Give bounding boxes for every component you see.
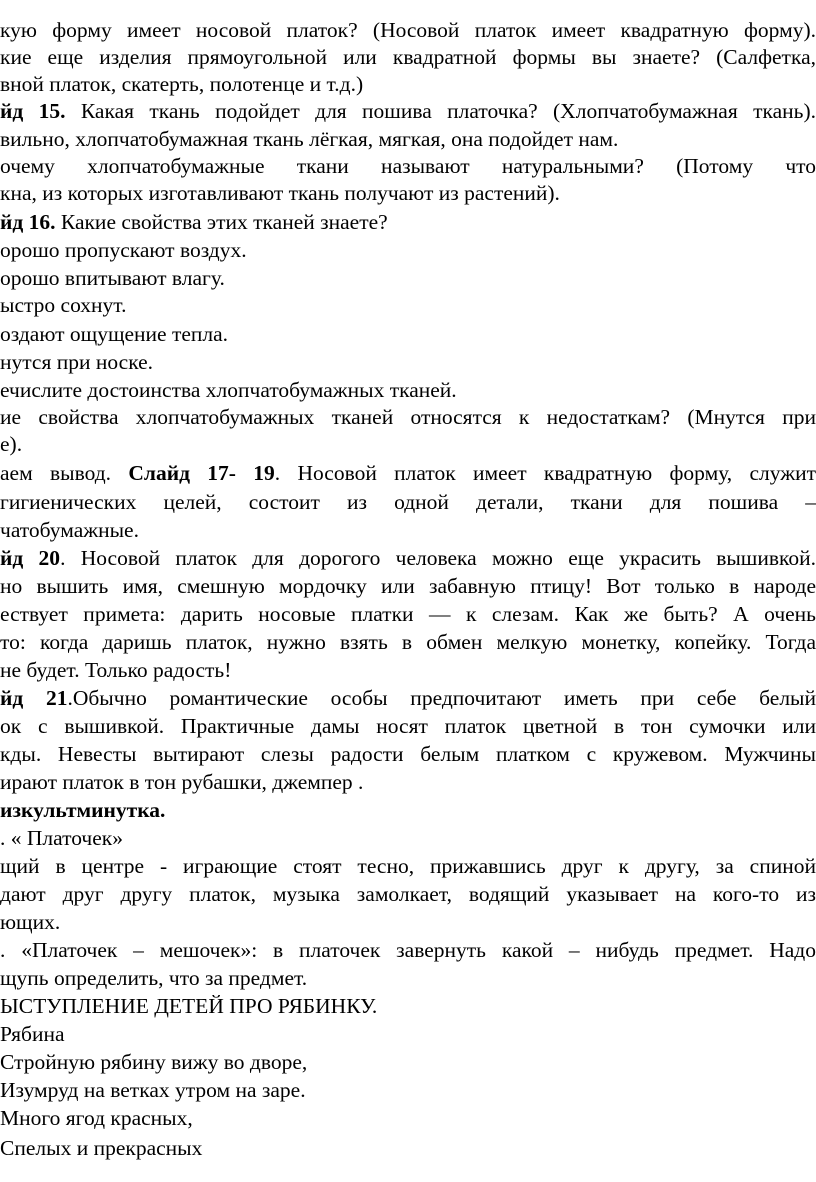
text-line [0, 1048, 816, 1076]
text-line [0, 1104, 816, 1132]
line-text: кую форму имеет носовой платок? (Носовой платок имеет квадратную форму). [0, 18, 816, 42]
text-line [0, 236, 816, 264]
line-text: Рябина [0, 1022, 65, 1046]
text-line [0, 712, 816, 740]
text-line [0, 600, 816, 628]
line-text: . Носовой платок имеет квадратную форму, служит [274, 461, 816, 485]
text-line [0, 516, 816, 544]
text-line [0, 908, 816, 936]
text-line [0, 796, 816, 824]
line-text: Какая ткань подойдет для пошива платочка? (Хлопчатобумажная ткань). [65, 99, 816, 123]
line-text: . Носовой платок для дорогого человека можно еще украсить вышивкой. [60, 546, 816, 570]
line-text: гигиенических целей, состоит из одной детали, ткани для пошива – [0, 490, 816, 514]
line-text: ок с вышивкой. Практичные дамы носят платок цветной в тон сумочки или [0, 714, 816, 738]
text-line [0, 964, 816, 992]
text-line [0, 70, 816, 98]
text-line [0, 125, 816, 153]
line-text: вной платок, скатерть, полотенце и т.д.) [0, 72, 364, 96]
line-text: ыстро сохнут. [0, 293, 127, 317]
line-text: щий в центре - играющие стоят тесно, прижавшись друг к другу, за спиной [0, 854, 816, 878]
slide-heading: йд 21 [0, 686, 68, 710]
line-text: е). [0, 432, 23, 456]
line-text: кие еще изделия прямоугольной или квадратной формы вы знаете? (Салфетка, [0, 45, 816, 69]
text-line [0, 376, 816, 404]
slide-heading: изкультминутка. [0, 798, 166, 822]
text-line [0, 403, 816, 431]
line-text: чатобумажные. [0, 518, 139, 542]
text-line [0, 348, 816, 376]
line-text: орошо пропускают воздух. [0, 238, 247, 262]
text-line [0, 1076, 816, 1104]
line-prefix: аем вывод. [0, 461, 129, 485]
line-text: ЫСТУПЛЕНИЕ ДЕТЕЙ ПРО РЯБИНКУ. [0, 994, 378, 1018]
line-text: ествует примета: дарить носовые платки — к слезам. Как же быть? А очень [0, 602, 816, 626]
line-text: ие свойства хлопчатобумажных тканей относятся к недостаткам? (Мнутся при [0, 405, 816, 429]
text-line [0, 320, 816, 348]
line-text: Много ягод красных, [0, 1106, 193, 1130]
line-text: .Обычно романтические особы предпочитают иметь при себе белый [67, 686, 816, 710]
line-text: ечислите достоинства хлопчатобумажных тканей. [0, 378, 457, 402]
line-text: дают друг другу платок, музыка замолкает, водящий указывает на кого-то из [0, 882, 816, 906]
text-line [0, 852, 816, 880]
line-text: не будет. Только радость! [0, 658, 232, 682]
line-text: очему хлопчатобумажные ткани называют натуральными? (Потому что [0, 154, 816, 178]
slide-heading: йд 15. [0, 99, 66, 123]
line-text: кды. Невесты вытирают слезы радости белым платком с кружевом. Мужчины [0, 742, 816, 766]
text-line [0, 992, 816, 1020]
text-line [0, 740, 816, 768]
line-text: щупь определить, что за предмет. [0, 966, 308, 990]
line-text: кна, из которых изготавливают ткань получают из растений). [0, 181, 560, 205]
line-text: Стройную рябину вижу во дворе, [0, 1050, 308, 1074]
text-line [0, 97, 816, 125]
line-text: орошо впитывают влагу. [0, 266, 225, 290]
line-text: Спелых и прекрасных [0, 1136, 203, 1160]
text-line [0, 43, 816, 71]
text-line [0, 824, 816, 852]
text-line [0, 572, 816, 600]
slide-heading: йд 20 [0, 546, 61, 570]
text-line [0, 880, 816, 908]
slide-heading: йд 16. [0, 210, 56, 234]
text-line [0, 684, 816, 712]
line-text: вильно, хлопчатобумажная ткань лёгкая, мягкая, она подойдет нам. [0, 127, 619, 151]
text-line [0, 430, 816, 458]
line-text: . «Платочек – мешочек»: в платочек завернуть какой – нибудь предмет. Надо [0, 938, 816, 962]
text-line [0, 208, 816, 236]
line-text: . « Платочек» [0, 826, 123, 850]
text-line [0, 264, 816, 292]
line-text: то: когда даришь платок, нужно взять в обмен мелкую монетку, копейку. Тогда [0, 630, 816, 654]
text-line [0, 291, 816, 319]
text-line [0, 179, 816, 207]
line-text: ющих. [0, 910, 61, 934]
text-line [0, 16, 816, 44]
line-text: оздают ощущение тепла. [0, 322, 229, 346]
line-text: нутся при носке. [0, 350, 154, 374]
line-text: но вышить имя, смешную мордочку или забавную птицу! Вот только в народе [0, 574, 816, 598]
text-line [0, 656, 816, 684]
text-line [0, 1020, 816, 1048]
line-text: ирают платок в тон рубашки, джемпер . [0, 770, 364, 794]
text-line [0, 544, 816, 572]
text-line [0, 459, 816, 487]
line-text: Изумруд на ветках утром на заре. [0, 1078, 306, 1102]
text-line [0, 768, 816, 796]
text-line [0, 152, 816, 180]
line-text: Какие свойства этих тканей знаете? [55, 210, 388, 234]
text-line [0, 628, 816, 656]
slide-heading: Слайд 17- 19 [128, 461, 275, 485]
text-line [0, 936, 816, 964]
text-line [0, 488, 816, 516]
text-line [0, 1134, 816, 1162]
